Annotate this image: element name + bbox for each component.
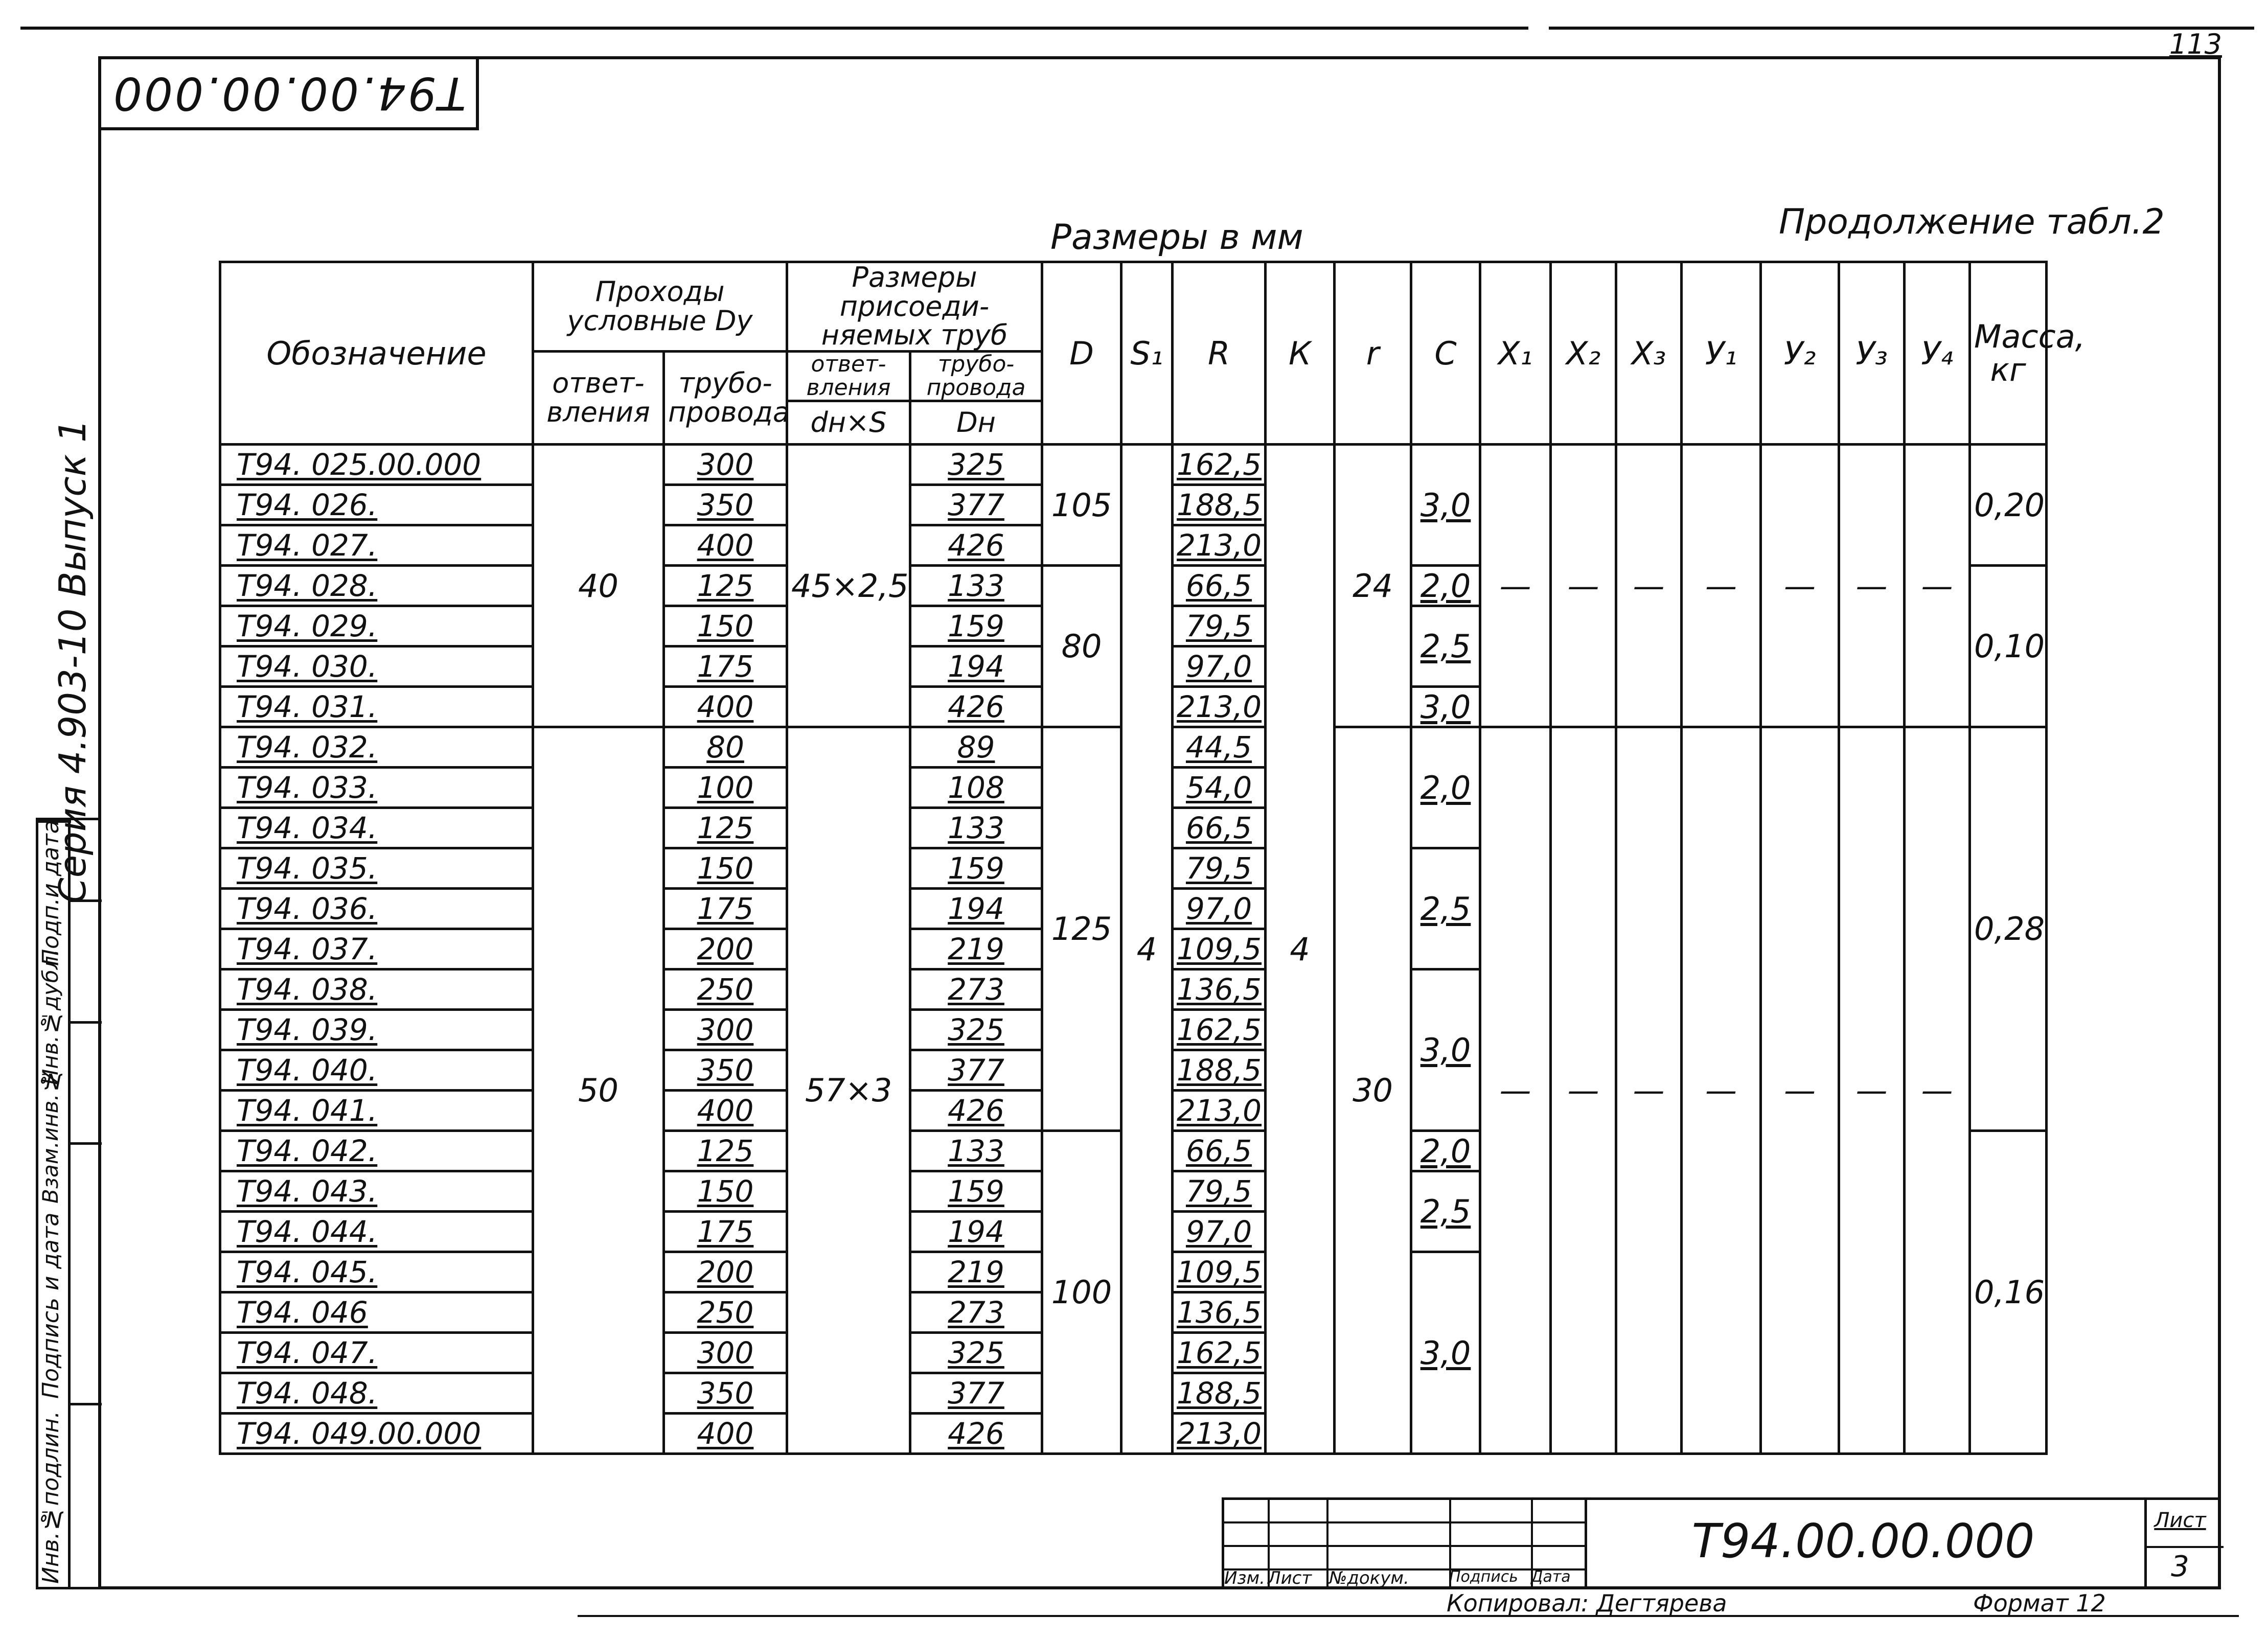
Y4-cell: — [1905, 727, 1970, 1454]
designation-cell: Т94. 035. [220, 848, 533, 889]
pipeline-dy-cell: 250 [664, 969, 787, 1010]
designation-cell: Т94. 038. [220, 969, 533, 1010]
dn-cell: 426 [910, 1091, 1042, 1131]
designation-cell: Т94. 045. [220, 1252, 533, 1292]
mirrored-code-box [98, 56, 479, 130]
R-cell: 213,0 [1173, 1091, 1266, 1131]
hdr-designation: Обозначение [220, 262, 533, 445]
Y1-cell: — [1682, 727, 1761, 1454]
dn-cell: 219 [910, 1252, 1042, 1292]
pipeline-dy-cell: 150 [664, 1171, 787, 1212]
hdr-Y3: У₃ [1839, 262, 1905, 445]
table-row [220, 727, 2159, 768]
hdr-pipeline: трубо-провода [664, 352, 787, 445]
R-cell: 213,0 [1173, 687, 1266, 727]
r-cell: 24 [1335, 445, 1411, 727]
hdr-pipeline2: трубо-провода [910, 352, 1042, 401]
designation-cell: Т94. 049.00.000 [220, 1414, 533, 1454]
R-cell: 44,5 [1173, 727, 1266, 768]
R-cell: 79,5 [1173, 1171, 1266, 1212]
tb-label-doc: №докум. [1329, 1568, 1409, 1588]
R-cell: 136,5 [1173, 969, 1266, 1010]
pipeline-dy-cell: 200 [664, 929, 787, 969]
designation-cell: Т94. 031. [220, 687, 533, 727]
mass-cell: 0,16 [1970, 1131, 2047, 1454]
X1-cell: — [1480, 445, 1551, 727]
Y3-cell: — [1839, 727, 1905, 1454]
table-row [220, 445, 2159, 485]
tb-label-sign: Подпись [1449, 1568, 1518, 1586]
pipeline-dy-cell: 400 [664, 687, 787, 727]
R-cell: 54,0 [1173, 768, 1266, 808]
hdr-passages: Проходы условные Dy [533, 262, 787, 352]
dn-cell: 194 [910, 1212, 1042, 1252]
R-cell: 97,0 [1173, 1212, 1266, 1252]
dn-cell: 426 [910, 1414, 1042, 1454]
pipeline-dy-cell: 175 [664, 1212, 787, 1252]
dn-s-cell: 57×3 [787, 727, 910, 1454]
hdr-Y1: У₁ [1682, 262, 1761, 445]
hdr-branch: ответ-вления [533, 352, 664, 445]
D-cell: 105 [1042, 445, 1121, 566]
mass-cell: 0,28 [1970, 727, 2047, 1131]
designation-cell: Т94. 033. [220, 768, 533, 808]
tb-sheet-label: Лист [2154, 1509, 2206, 1532]
top-edge-line [20, 27, 1528, 30]
branch-dy-cell: 40 [533, 445, 664, 727]
dn-cell: 325 [910, 1010, 1042, 1050]
pipeline-dy-cell: 350 [664, 1373, 787, 1414]
dn-cell: 426 [910, 687, 1042, 727]
X3-cell: — [1616, 445, 1682, 727]
designation-cell: Т94. 047. [220, 1333, 533, 1373]
C-cell: 3,0 [1411, 687, 1480, 727]
C-cell: 2,0 [1411, 1131, 1480, 1171]
hdr-sizes: Размеры присоеди-няемых труб [787, 262, 1042, 352]
dn-cell: 273 [910, 969, 1042, 1010]
D-cell: 100 [1042, 1131, 1121, 1454]
format-label: Формат 12 [1973, 1589, 2106, 1617]
R-cell: 79,5 [1173, 848, 1266, 889]
stamp-inv-duplicate: Инв.№дубл. [38, 949, 63, 1085]
pipeline-dy-cell: 80 [664, 727, 787, 768]
X1-cell: — [1480, 727, 1551, 1454]
dn-cell: 426 [910, 525, 1042, 566]
tb-label-list: Лист [1268, 1568, 1312, 1588]
dn-cell: 108 [910, 768, 1042, 808]
R-cell: 66,5 [1173, 808, 1266, 848]
hdr-C: С [1411, 262, 1480, 445]
hdr-X1: X₁ [1480, 262, 1551, 445]
pipeline-dy-cell: 200 [664, 1252, 787, 1292]
dn-cell: 159 [910, 606, 1042, 646]
R-cell: 97,0 [1173, 889, 1266, 929]
dn-cell: 273 [910, 1292, 1042, 1333]
hdr-dn-s: dн×S [787, 401, 910, 445]
hdr-D: D [1042, 262, 1121, 445]
dn-cell: 194 [910, 889, 1042, 929]
R-cell: 79,5 [1173, 606, 1266, 646]
designation-cell: Т94. 040. [220, 1050, 533, 1091]
C-cell: 3,0 [1411, 445, 1480, 566]
dn-cell: 325 [910, 1333, 1042, 1373]
pipeline-dy-cell: 400 [664, 525, 787, 566]
pipeline-dy-cell: 300 [664, 1333, 787, 1373]
designation-cell: Т94. 028. [220, 566, 533, 606]
stamp-signature-date: Подпись и дата [38, 1212, 64, 1399]
pipeline-dy-cell: 300 [664, 1010, 787, 1050]
hdr-S1: S₁ [1121, 262, 1173, 445]
size-note: Размеры в мм [1050, 217, 1303, 258]
hdr-mass: Масса, кг [1970, 262, 2047, 445]
R-cell: 162,5 [1173, 1010, 1266, 1050]
tb-label-date: Дата [1531, 1568, 1571, 1586]
designation-cell: Т94. 036. [220, 889, 533, 929]
X3-cell: — [1616, 727, 1682, 1454]
dn-cell: 89 [910, 727, 1042, 768]
designation-cell: Т94. 048. [220, 1373, 533, 1414]
pipeline-dy-cell: 250 [664, 1292, 787, 1333]
S1-cell: 4 [1121, 445, 1173, 1454]
dn-cell: 133 [910, 566, 1042, 606]
designation-cell: Т94. 043. [220, 1171, 533, 1212]
hdr-X3: X₃ [1616, 262, 1682, 445]
pipeline-dy-cell: 150 [664, 848, 787, 889]
hdr-Y4: У₄ [1905, 262, 1970, 445]
Y3-cell: — [1839, 445, 1905, 727]
stamp-sign-date-2: Подп.и дата [38, 820, 64, 966]
X2-cell: — [1551, 727, 1616, 1454]
R-cell: 162,5 [1173, 445, 1266, 485]
R-cell: 97,0 [1173, 646, 1266, 687]
pipeline-dy-cell: 300 [664, 445, 787, 485]
C-cell: 2,5 [1411, 848, 1480, 969]
pipeline-dy-cell: 100 [664, 768, 787, 808]
copied-by: Копировал: Дегтярева [1447, 1589, 1727, 1617]
stamp-replace-inv: Взам.инв.№ [38, 1069, 63, 1204]
dn-cell: 133 [910, 1131, 1042, 1171]
dn-cell: 159 [910, 1171, 1042, 1212]
hdr-K: К [1266, 262, 1335, 445]
C-cell: 3,0 [1411, 1252, 1480, 1454]
dn-cell: 159 [910, 848, 1042, 889]
pipeline-dy-cell: 350 [664, 485, 787, 525]
K-cell: 4 [1266, 445, 1335, 1454]
designation-cell: Т94. 025.00.000 [220, 445, 533, 485]
stamp-inv-original: Инв.№подлин. [38, 1411, 64, 1584]
series-label: Серия 4.903-10 Выпуск 1 [51, 419, 94, 904]
dn-cell: 377 [910, 1050, 1042, 1091]
tb-sheet-number: 3 [2171, 1550, 2189, 1583]
R-cell: 136,5 [1173, 1292, 1266, 1333]
designation-cell: Т94. 037. [220, 929, 533, 969]
pipeline-dy-cell: 175 [664, 889, 787, 929]
mirrored-code: Т94.00.00.000 [111, 67, 466, 120]
R-cell: 188,5 [1173, 1050, 1266, 1091]
pipeline-dy-cell: 125 [664, 1131, 787, 1171]
dn-cell: 133 [910, 808, 1042, 848]
r-cell: 30 [1335, 727, 1411, 1454]
D-cell: 125 [1042, 727, 1121, 1131]
hdr-X2: X₂ [1551, 262, 1616, 445]
Y2-cell: — [1761, 445, 1839, 727]
R-cell: 109,5 [1173, 929, 1266, 969]
C-cell: 2,0 [1411, 727, 1480, 848]
hdr-R: R [1173, 262, 1266, 445]
dn-cell: 377 [910, 1373, 1042, 1414]
designation-cell: Т94. 046 [220, 1292, 533, 1333]
designation-cell: Т94. 026. [220, 485, 533, 525]
pipeline-dy-cell: 150 [664, 606, 787, 646]
R-cell: 162,5 [1173, 1333, 1266, 1373]
R-cell: 188,5 [1173, 485, 1266, 525]
hdr-dn: Dн [910, 401, 1042, 445]
dn-s-cell: 45×2,5 [787, 445, 910, 727]
D-cell: 80 [1042, 566, 1121, 727]
designation-cell: Т94. 039. [220, 1010, 533, 1050]
hdr-branch2: ответ-вления [787, 352, 910, 401]
R-cell: 213,0 [1173, 525, 1266, 566]
designation-cell: Т94. 044. [220, 1212, 533, 1252]
C-cell: 2,5 [1411, 606, 1480, 687]
tb-label-izm: Изм. [1224, 1568, 1265, 1588]
designation-cell: Т94. 042. [220, 1131, 533, 1171]
pipeline-dy-cell: 350 [664, 1050, 787, 1091]
dn-cell: 219 [910, 929, 1042, 969]
R-cell: 188,5 [1173, 1373, 1266, 1414]
continuation-note: Продолжение табл.2 [1779, 202, 2165, 242]
designation-cell: Т94. 030. [220, 646, 533, 687]
R-cell: 66,5 [1173, 566, 1266, 606]
C-cell: 2,5 [1411, 1171, 1480, 1252]
R-cell: 66,5 [1173, 1131, 1266, 1171]
Y2-cell: — [1761, 727, 1839, 1454]
dn-cell: 377 [910, 485, 1042, 525]
pipeline-dy-cell: 175 [664, 646, 787, 687]
pipeline-dy-cell: 400 [664, 1414, 787, 1454]
Y1-cell: — [1682, 445, 1761, 727]
tb-code: Т94.00.00.000 [1691, 1513, 2035, 1568]
R-cell: 213,0 [1173, 1414, 1266, 1454]
dn-cell: 325 [910, 445, 1042, 485]
X2-cell: — [1551, 445, 1616, 727]
designation-cell: Т94. 034. [220, 808, 533, 848]
mass-cell: 0,10 [1970, 566, 2047, 727]
hdr-r: r [1335, 262, 1411, 445]
Y4-cell: — [1905, 445, 1970, 727]
branch-dy-cell: 50 [533, 727, 664, 1454]
pipeline-dy-cell: 400 [664, 1091, 787, 1131]
C-cell: 2,0 [1411, 566, 1480, 606]
mass-cell: 0,20 [1970, 445, 2047, 566]
designation-cell: Т94. 027. [220, 525, 533, 566]
hdr-Y2: У₂ [1761, 262, 1839, 445]
page-number: 113 [2169, 28, 2222, 60]
designation-cell: Т94. 032. [220, 727, 533, 768]
pipeline-dy-cell: 125 [664, 808, 787, 848]
pipeline-dy-cell: 125 [664, 566, 787, 606]
C-cell: 3,0 [1411, 969, 1480, 1131]
designation-cell: Т94. 041. [220, 1091, 533, 1131]
dn-cell: 194 [910, 646, 1042, 687]
top-edge-line-right [1549, 27, 2254, 30]
spec-table [219, 261, 2160, 1455]
spec-table-body [220, 445, 2159, 1454]
designation-cell: Т94. 029. [220, 606, 533, 646]
R-cell: 109,5 [1173, 1252, 1266, 1292]
